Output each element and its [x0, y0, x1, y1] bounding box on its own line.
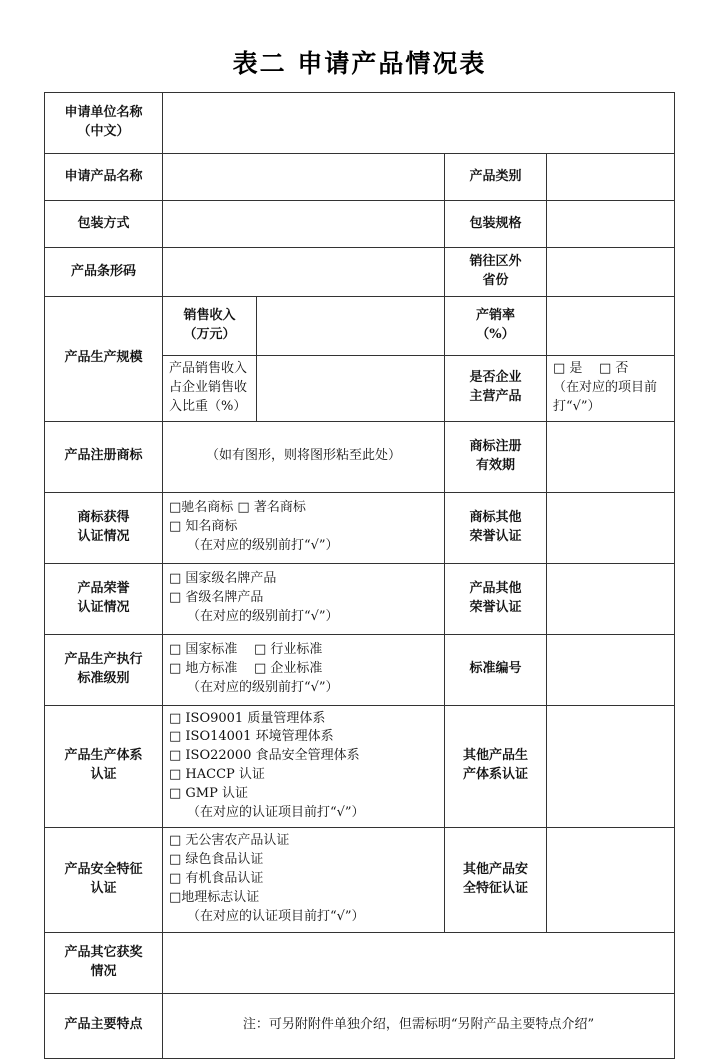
trademark-validity-label-line1: 商标注册 [469, 438, 522, 454]
trademark-other-honor-value[interactable] [546, 492, 674, 563]
applicant-name-label-line1: 申请单位名称 [64, 105, 143, 121]
sales-ratio-label: 产品销售收入占企业销售收入比重（%） [162, 356, 256, 422]
is-main-product-yes-checkbox[interactable]: □ 是 [552, 361, 583, 376]
other-awards-label [44, 932, 162, 993]
table-row [44, 154, 674, 201]
system-option-iso14001-checkbox[interactable]: □ ISO14001 环境管理体系 [168, 729, 334, 745]
registered-trademark-label: 产品注册商标 [44, 421, 162, 492]
production-sales-rate-label-line2: （%） [476, 327, 515, 342]
safety-option-pollution-free-checkbox[interactable]: □ 无公害农产品认证 [168, 833, 290, 849]
page-title: 表二 申请产品情况表 [232, 49, 487, 78]
table-row [44, 421, 674, 492]
trademark-certification-label [44, 492, 162, 563]
standard-number-label: 标准编号 [444, 634, 546, 705]
safety-certification-label-line1: 产品安全特征 [64, 861, 143, 877]
trademark-option-famous-checkbox[interactable]: □驰名商标 [168, 500, 234, 516]
standard-option-local-checkbox[interactable]: □ 地方标准 [168, 661, 238, 677]
sales-outside-label-line2: 省份 [482, 273, 509, 288]
standard-option-enterprise-checkbox[interactable]: □ 企业标准 [253, 661, 323, 677]
system-option-iso9001-checkbox[interactable]: □ ISO9001 质量管理体系 [168, 710, 326, 726]
main-features-label: 产品主要特点 [44, 993, 162, 1058]
honor-option-note: （在对应的级别前打“√”） [186, 608, 339, 624]
trademark-other-honor-label [444, 492, 546, 563]
trademark-option-row-1 [169, 499, 438, 518]
trademark-option-note: （在对应的级别前打“√”） [186, 537, 339, 553]
standard-option-note: （在对应的级别前打“√”） [186, 679, 339, 695]
standard-option-national-checkbox[interactable]: □ 国家标准 [168, 642, 238, 658]
product-honor-label-line2: 认证情况 [77, 599, 130, 615]
system-certification-label-line2: 认证 [90, 767, 117, 783]
trademark-other-honor-label-line1: 商标其他 [469, 509, 522, 525]
other-system-certification-label [444, 705, 546, 827]
safety-certification-label-line2: 认证 [90, 880, 117, 896]
sales-outside-label-line1: 销往区外 [469, 254, 522, 270]
sales-income-label-line1: 销售收入 [183, 308, 236, 324]
product-name-value[interactable] [162, 154, 444, 201]
package-spec-label: 包装规格 [444, 201, 546, 248]
standard-option-row-2 [169, 660, 438, 679]
sales-income-label-line2: （万元） [183, 327, 236, 342]
applicant-name-value[interactable] [162, 93, 674, 154]
system-certification-label [44, 705, 162, 827]
other-awards-value[interactable] [162, 932, 674, 993]
system-option-gmp-checkbox[interactable]: □ GMP 认证 [168, 785, 248, 801]
honor-option-national-checkbox[interactable]: □ 国家级名牌产品 [168, 571, 277, 587]
table-row [44, 93, 674, 154]
safety-certification-options [162, 827, 444, 932]
product-honor-options [162, 563, 444, 634]
production-sales-rate-label [444, 297, 546, 356]
registered-trademark-hint: （如有图形，则将图形粘至此处） [162, 421, 444, 492]
table-row [44, 297, 674, 356]
is-main-product-choices [553, 360, 668, 379]
other-system-certification-label-line2: 产体系认证 [462, 767, 528, 783]
table-row [44, 563, 674, 634]
trademark-certification-label-line2: 认证情况 [77, 528, 130, 544]
other-awards-label-line2: 情况 [90, 963, 117, 979]
sales-income-label [162, 297, 256, 356]
trademark-option-wellknown-checkbox[interactable]: □ 著名商标 [237, 500, 306, 516]
trademark-certification-options [162, 492, 444, 563]
package-spec-value[interactable] [546, 201, 674, 248]
table-row [44, 248, 674, 297]
product-category-value[interactable] [546, 154, 674, 201]
is-main-product-label-line1: 是否企业 [469, 370, 522, 386]
is-main-product-label [444, 356, 546, 422]
table-row [44, 492, 674, 563]
product-category-label: 产品类别 [444, 154, 546, 201]
standard-level-label-line2: 标准级别 [77, 670, 130, 686]
honor-option-provincial-checkbox[interactable]: □ 省级名牌产品 [168, 590, 264, 606]
system-option-haccp-checkbox[interactable]: □ HACCP 认证 [168, 767, 265, 783]
product-other-honor-label [444, 563, 546, 634]
is-main-product-note-line2: 打“√”） [552, 398, 601, 414]
package-method-label: 包装方式 [44, 201, 162, 248]
table-row [44, 705, 674, 827]
product-name-label: 申请产品名称 [44, 154, 162, 201]
table-row [44, 201, 674, 248]
standard-option-industry-checkbox[interactable]: □ 行业标准 [253, 642, 323, 658]
product-other-honor-label-line1: 产品其他 [469, 580, 522, 596]
production-sales-rate-value[interactable] [546, 297, 674, 356]
sales-ratio-value[interactable] [256, 356, 444, 422]
standard-level-label-line1: 产品生产执行 [64, 651, 143, 667]
sales-income-value[interactable] [256, 297, 444, 356]
is-main-product-options [546, 356, 674, 422]
safety-option-geographic-checkbox[interactable]: □地理标志认证 [168, 890, 260, 906]
production-sales-rate-label-line1: 产销率 [475, 308, 515, 324]
system-certification-label-line1: 产品生产体系 [64, 748, 143, 764]
other-system-certification-value[interactable] [546, 705, 674, 827]
system-option-iso22000-checkbox[interactable]: □ ISO22000 食品安全管理体系 [168, 748, 360, 764]
other-safety-certification-label [444, 827, 546, 932]
trademark-validity-label-line2: 有效期 [475, 457, 515, 473]
production-scale-label: 产品生产规模 [44, 297, 162, 422]
system-option-note: （在对应的认证项目前打“√”） [186, 804, 365, 820]
standard-level-options [162, 634, 444, 705]
table-row [44, 932, 674, 993]
barcode-label: 产品条形码 [44, 248, 162, 297]
trademark-validity-label [444, 421, 546, 492]
package-method-value[interactable] [162, 201, 444, 248]
other-safety-certification-label-line1: 其他产品安 [462, 861, 528, 877]
trademark-option-popular-checkbox[interactable]: □ 知名商标 [168, 519, 238, 535]
system-certification-options [162, 705, 444, 827]
other-awards-label-line1: 产品其它获奖 [64, 944, 143, 960]
standard-option-row-1 [169, 641, 438, 660]
applicant-name-label [44, 93, 162, 154]
standard-number-value[interactable] [546, 634, 674, 705]
table-row [44, 634, 674, 705]
table-row [44, 827, 674, 932]
table-row [44, 993, 674, 1058]
sales-outside-label [444, 248, 546, 297]
other-safety-certification-label-line2: 全特征认证 [462, 880, 528, 896]
product-application-form [44, 92, 675, 1059]
product-other-honor-label-line2: 荣誉认证 [469, 599, 522, 615]
barcode-value[interactable] [162, 248, 444, 297]
safety-option-green-food-checkbox[interactable]: □ 绿色食品认证 [168, 852, 264, 868]
sales-outside-value[interactable] [546, 248, 674, 297]
safety-certification-label [44, 827, 162, 932]
safety-option-organic-food-checkbox[interactable]: □ 有机食品认证 [168, 871, 264, 887]
product-other-honor-value[interactable] [546, 563, 674, 634]
is-main-product-no-checkbox[interactable]: □ 否 [598, 361, 629, 376]
other-safety-certification-value[interactable] [546, 827, 674, 932]
standard-level-label [44, 634, 162, 705]
safety-option-note: （在对应的认证项目前打“√”） [186, 908, 365, 924]
product-honor-label-line1: 产品荣誉 [77, 580, 130, 596]
trademark-other-honor-label-line2: 荣誉认证 [469, 528, 522, 544]
trademark-validity-value[interactable] [546, 421, 674, 492]
product-honor-label [44, 563, 162, 634]
trademark-certification-label-line1: 商标获得 [77, 509, 130, 525]
is-main-product-note-line1: （在对应的项目前 [552, 379, 657, 395]
applicant-name-label-line2: （中文） [77, 124, 130, 139]
main-features-note: 注：可另附附件单独介绍，但需标明“另附产品主要特点介绍” [162, 993, 674, 1058]
other-system-certification-label-line1: 其他产品生 [462, 748, 528, 764]
is-main-product-label-line2: 主营产品 [469, 389, 522, 405]
